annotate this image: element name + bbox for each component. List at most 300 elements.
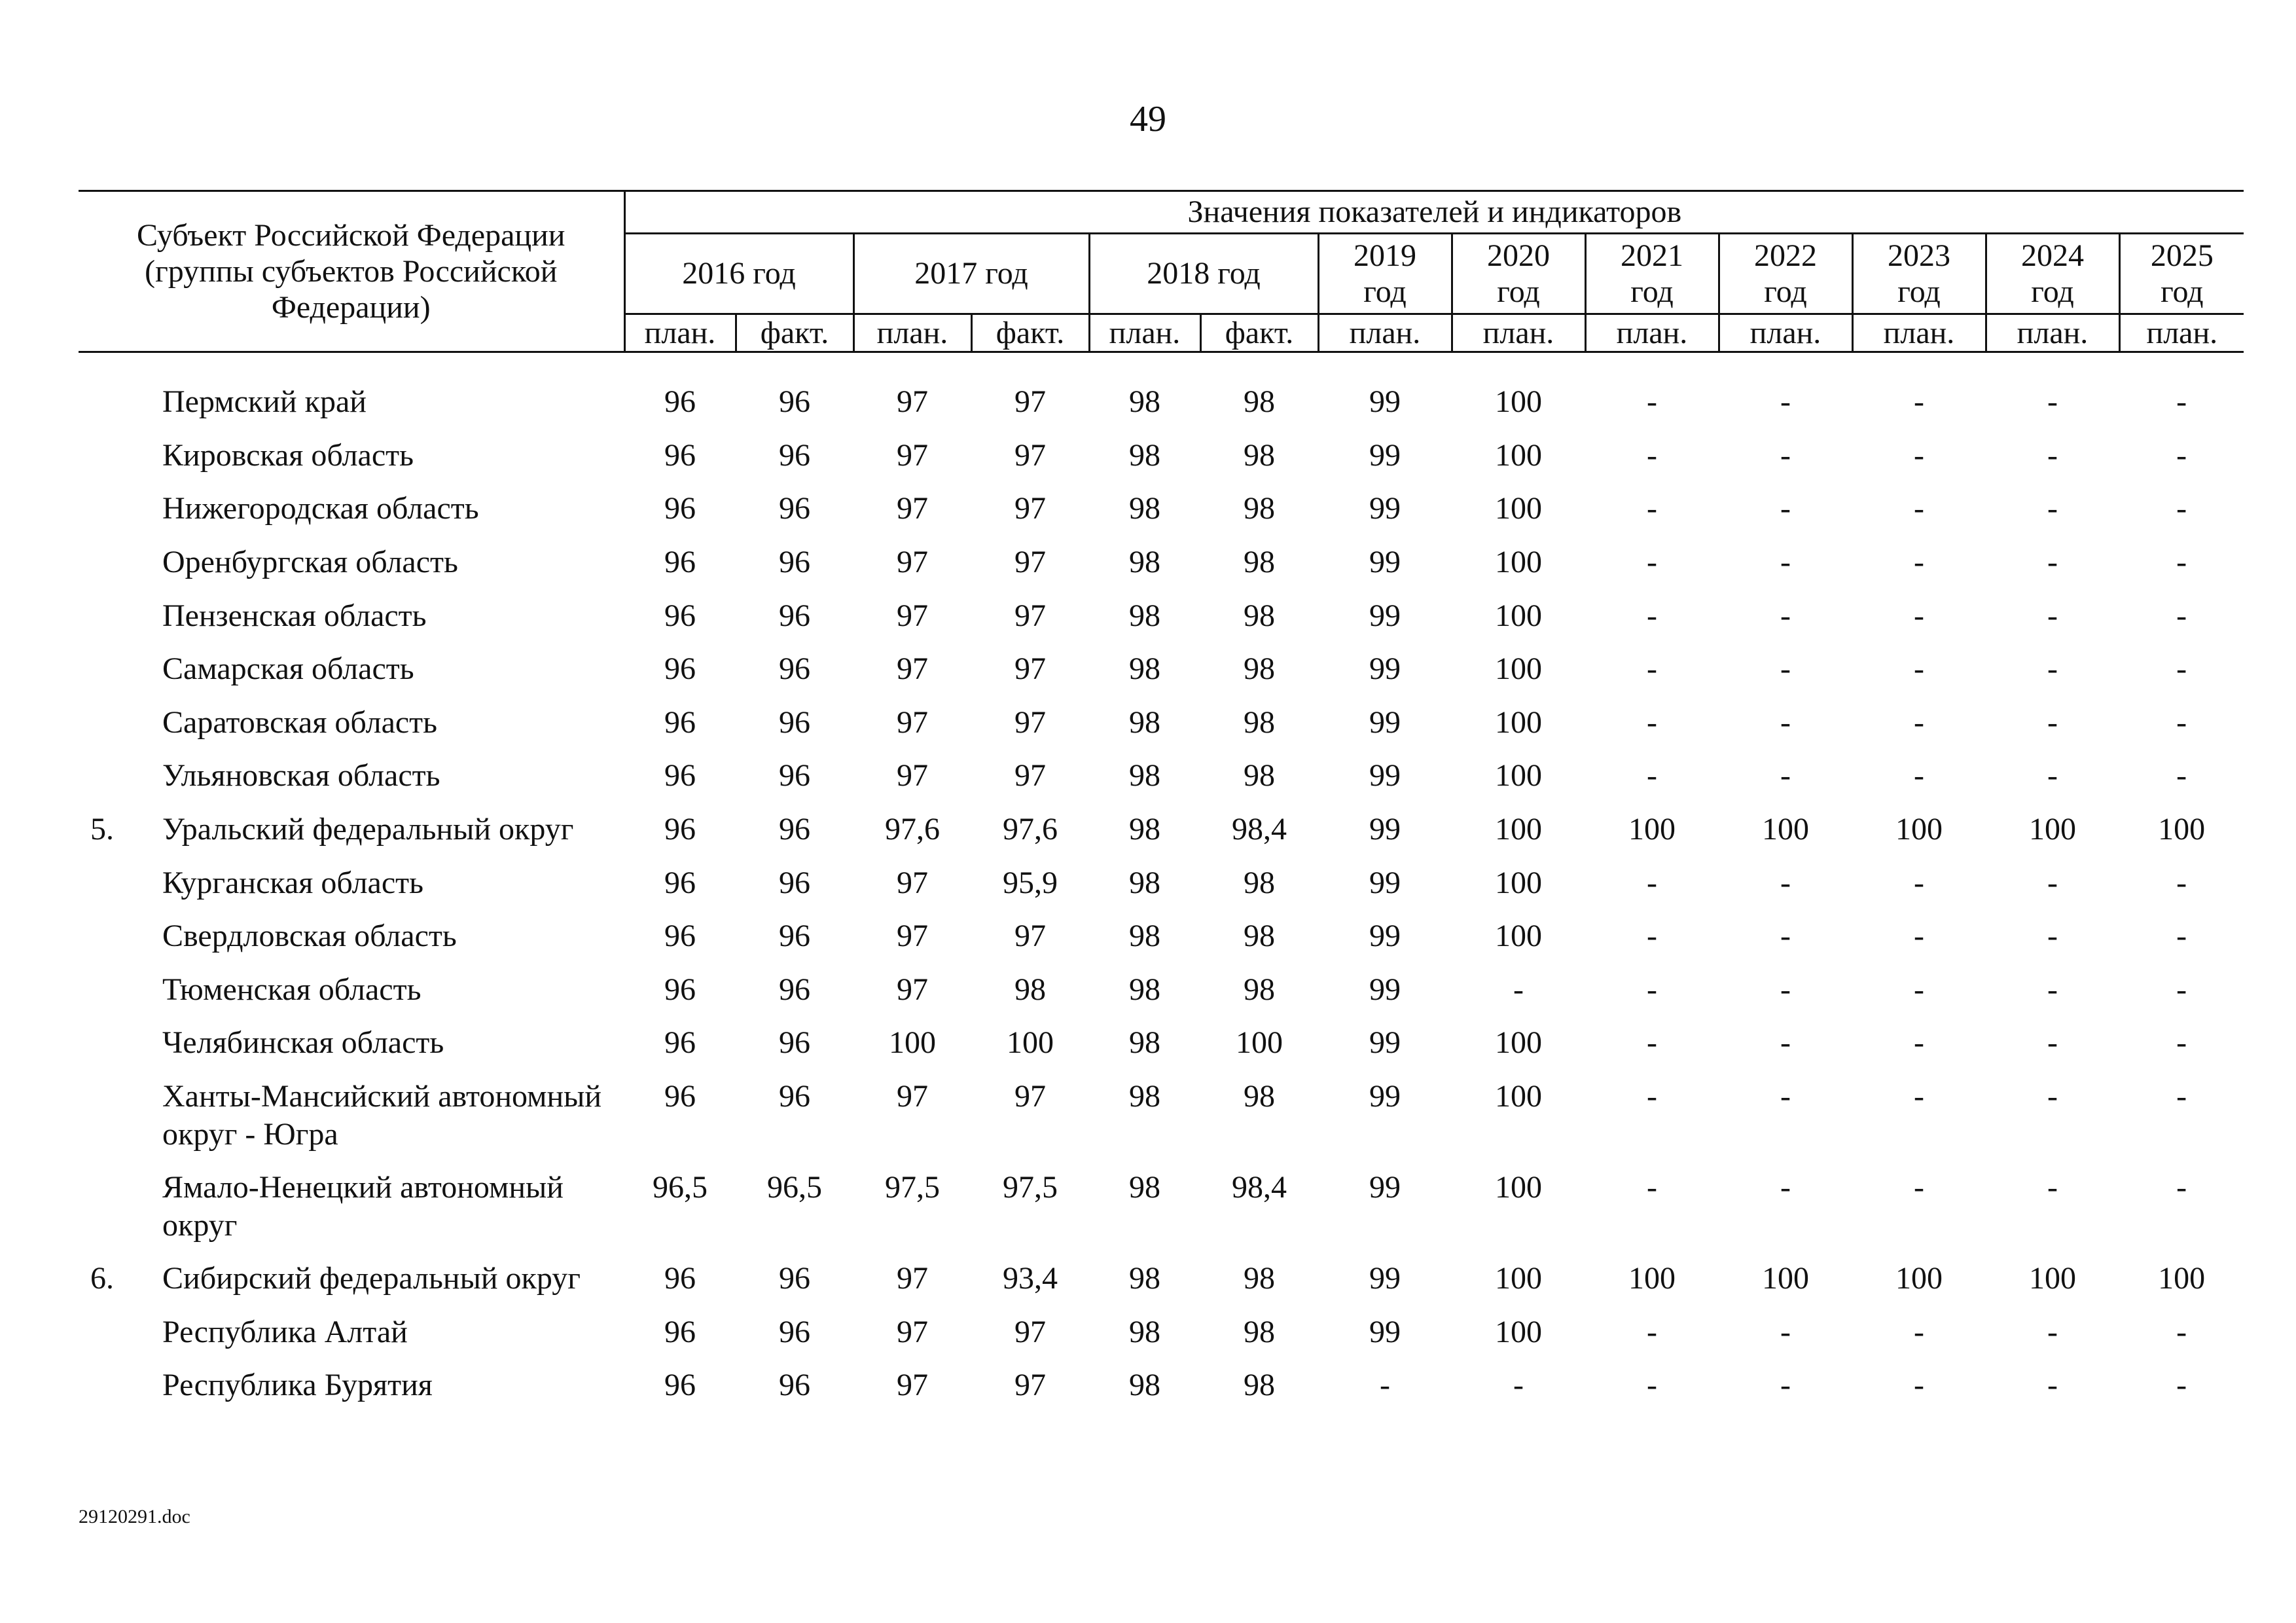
value-cell: -	[2176, 384, 2187, 420]
value-cell: 96	[779, 1261, 810, 1296]
value-cell: 96	[664, 491, 696, 526]
table-row	[79, 1078, 2244, 1169]
value-cell: 98	[1244, 919, 1275, 954]
value-cell: 96	[664, 758, 696, 793]
value-cell: -	[1647, 972, 1657, 1007]
value-cell: 96	[664, 919, 696, 954]
value-cell: 97	[1014, 919, 1046, 954]
value-cell: -	[1914, 1078, 1924, 1114]
value-cell: -	[1914, 919, 1924, 954]
value-cell: -	[1780, 972, 1791, 1007]
value-cell: 97	[897, 437, 928, 473]
value-cell: 100	[2158, 811, 2206, 847]
year-word: год	[1897, 274, 1941, 309]
value-cell: 98	[1244, 651, 1275, 687]
region-name: Республика Алтай	[162, 1314, 408, 1349]
table-row	[79, 650, 2244, 704]
value-cell: 97	[897, 384, 928, 420]
document-id: 29120291.doc	[79, 1506, 190, 1527]
value-cell: 98	[1244, 384, 1275, 420]
table-row	[79, 864, 2244, 918]
value-cell: -	[1780, 598, 1791, 633]
value-cell: -	[1513, 1368, 1524, 1403]
region-name: Ханты-Мансийский автономный округ - Югра	[162, 1078, 602, 1152]
value-cell: 99	[1369, 704, 1401, 740]
value-cell: 93,4	[1003, 1261, 1058, 1296]
value-cell: 97	[1014, 598, 1046, 633]
value-cell: -	[1647, 1170, 1657, 1205]
value-cell: 97	[1014, 544, 1046, 579]
year-header	[1452, 234, 1585, 314]
fact-header: факт.	[1200, 314, 1318, 352]
value-cell: 97,6	[885, 811, 940, 847]
value-cell: 100	[1495, 1261, 1542, 1296]
value-cell: 97	[897, 1314, 928, 1349]
value-cell: 98	[1244, 758, 1275, 793]
year-word: год	[1497, 274, 1540, 309]
value-cell: 100	[1495, 491, 1542, 526]
table-row	[79, 704, 2244, 757]
value-cell: 100	[1495, 544, 1542, 579]
value-cell: 98	[1244, 1368, 1275, 1403]
value-cell: 96	[664, 811, 696, 847]
value-cell: 100	[1495, 865, 1542, 900]
plan-header: план.	[1852, 314, 1986, 352]
year-number: 2021	[1621, 238, 1683, 273]
value-cell: -	[1647, 1078, 1657, 1114]
value-cell: 98	[1129, 704, 1160, 740]
indicator-table	[79, 190, 2244, 1420]
region-name: Нижегородская область	[162, 491, 479, 526]
value-cell: 96	[664, 384, 696, 420]
value-cell: 98	[1244, 598, 1275, 633]
value-cell: 96	[779, 1368, 810, 1403]
region-cell	[79, 1366, 624, 1420]
row-number: 6.	[90, 1261, 114, 1296]
year-word: год	[2161, 274, 2204, 309]
value-cell: 96	[779, 1314, 810, 1349]
value-cell: 98	[1129, 919, 1160, 954]
value-cell: -	[1780, 491, 1791, 526]
indicator-table-wrap	[79, 190, 2244, 1420]
region-cell	[79, 650, 624, 704]
value-cell: 97	[1014, 704, 1046, 740]
value-cell: 100	[1628, 1261, 1676, 1296]
region-cell	[79, 543, 624, 597]
value-cell: 97	[1014, 437, 1046, 473]
region-cell	[79, 757, 624, 811]
value-cell: 98	[1129, 758, 1160, 793]
table-row	[79, 1313, 2244, 1367]
value-cell: 96	[664, 544, 696, 579]
value-cell: 98	[1129, 1025, 1160, 1061]
value-cell: -	[1513, 972, 1524, 1007]
value-cell: -	[1380, 1368, 1390, 1403]
value-cell: 96	[664, 1261, 696, 1296]
value-cell: 96	[664, 598, 696, 633]
value-cell: -	[1780, 1368, 1791, 1403]
value-cell: 96	[779, 544, 810, 579]
value-cell: 98	[1244, 1314, 1275, 1349]
year-header	[1986, 234, 2119, 314]
value-cell: 97	[1014, 1368, 1046, 1403]
value-cell: -	[2176, 651, 2187, 687]
region-name: Курганская область	[162, 865, 424, 900]
value-cell: 100	[2029, 1261, 2076, 1296]
value-cell: 98	[1129, 1314, 1160, 1349]
value-cell: 99	[1369, 972, 1401, 1007]
region-name: Пензенская область	[162, 598, 427, 633]
value-cell: -	[1647, 865, 1657, 900]
region-name: Ульяновская область	[162, 758, 440, 793]
plan-header: план.	[1089, 314, 1200, 352]
value-cell: 96	[779, 598, 810, 633]
value-cell: 96	[664, 437, 696, 473]
value-cell: 97	[1014, 384, 1046, 420]
value-cell: -	[2176, 865, 2187, 900]
value-cell: 97	[897, 972, 928, 1007]
value-cell: 100	[1495, 1025, 1542, 1061]
value-cell: -	[1780, 1170, 1791, 1205]
region-name: Саратовская область	[162, 704, 438, 740]
value-cell: -	[2047, 598, 2058, 633]
value-cell: -	[1647, 384, 1657, 420]
region-cell	[79, 1078, 624, 1169]
value-cell: -	[1914, 1025, 1924, 1061]
value-cell: -	[2047, 1025, 2058, 1061]
region-name: Сибирский федеральный округ	[162, 1261, 581, 1296]
value-cell: 100	[1495, 919, 1542, 954]
value-cell: 99	[1369, 758, 1401, 793]
value-cell: -	[1780, 1025, 1791, 1061]
value-cell: 99	[1369, 1261, 1401, 1296]
region-cell	[79, 1260, 624, 1313]
value-cell: 100	[1495, 1170, 1542, 1205]
table-row	[79, 1024, 2244, 1078]
value-cell: -	[1780, 919, 1791, 954]
region-cell	[79, 917, 624, 971]
value-cell: -	[2047, 1314, 2058, 1349]
value-cell: 100	[1895, 811, 1943, 847]
value-cell: -	[2047, 1078, 2058, 1114]
value-cell: -	[1914, 1368, 1924, 1403]
value-cell: 99	[1369, 1078, 1401, 1114]
value-cell: 98	[1129, 972, 1160, 1007]
table-row	[79, 1366, 2244, 1420]
value-cell: 98	[1129, 1368, 1160, 1403]
value-cell: -	[1914, 598, 1924, 633]
value-cell: 96	[779, 811, 810, 847]
value-cell: 98	[1014, 972, 1046, 1007]
value-cell: -	[1914, 1314, 1924, 1349]
value-cell: -	[2047, 491, 2058, 526]
value-cell: 100	[889, 1025, 936, 1061]
region-name: Уральский федеральный округ	[162, 811, 574, 847]
value-cell: -	[1780, 651, 1791, 687]
value-cell: 96	[664, 1368, 696, 1403]
value-cell: 98	[1244, 972, 1275, 1007]
page-number: 49	[1130, 99, 1166, 139]
value-cell: -	[2176, 491, 2187, 526]
value-cell: 100	[1495, 758, 1542, 793]
value-cell: 98	[1129, 865, 1160, 900]
values-header: Значения показателей и индикаторов	[624, 191, 2244, 234]
value-cell: 98	[1244, 544, 1275, 579]
year-header: 2016 год	[624, 234, 853, 314]
region-name: Свердловская область	[162, 919, 457, 954]
value-cell: 99	[1369, 1314, 1401, 1349]
value-cell: 98	[1244, 437, 1275, 473]
value-cell: 100	[1495, 651, 1542, 687]
value-cell: 100	[1762, 1261, 1809, 1296]
value-cell: -	[2176, 1078, 2187, 1114]
value-cell: -	[1647, 598, 1657, 633]
value-cell: 97	[897, 865, 928, 900]
value-cell: -	[1647, 544, 1657, 579]
value-cell: -	[1914, 491, 1924, 526]
value-cell: 96,5	[653, 1170, 708, 1205]
table-row	[79, 757, 2244, 811]
table-row	[79, 597, 2244, 651]
region-name: Ямало-Ненецкий автономный округ	[162, 1170, 564, 1243]
value-cell: -	[2047, 384, 2058, 420]
value-cell: 100	[1495, 598, 1542, 633]
value-cell: 100	[1628, 811, 1676, 847]
plan-header: план.	[1318, 314, 1452, 352]
value-cell: -	[2047, 544, 2058, 579]
value-cell: -	[1914, 758, 1924, 793]
value-cell: -	[1914, 544, 1924, 579]
region-name: Пермский край	[162, 384, 367, 420]
year-header	[2119, 234, 2244, 314]
value-cell: 97	[1014, 651, 1046, 687]
value-cell: 95,9	[1003, 865, 1058, 900]
region-cell	[79, 1024, 624, 1078]
value-cell: -	[2047, 1368, 2058, 1403]
value-cell: 96	[779, 651, 810, 687]
value-cell: -	[2176, 704, 2187, 740]
value-cell: -	[1780, 544, 1791, 579]
region-name: Тюменская область	[162, 972, 422, 1007]
value-cell: 98,4	[1232, 1170, 1287, 1205]
value-cell: 98	[1129, 437, 1160, 473]
year-number: 2024	[2021, 238, 2084, 273]
fact-header: факт.	[971, 314, 1089, 352]
value-cell: -	[2176, 758, 2187, 793]
value-cell: 99	[1369, 384, 1401, 420]
value-cell: -	[2176, 919, 2187, 954]
value-cell: 97	[897, 1368, 928, 1403]
value-cell: 100	[1495, 1314, 1542, 1349]
value-cell: 97,5	[1003, 1170, 1058, 1205]
value-cell: -	[1647, 437, 1657, 473]
subject-column-header: Субъект Российской Федерации (группы субъектов Российской Федерации)	[79, 191, 624, 352]
value-cell: -	[1647, 491, 1657, 526]
value-cell: 97	[897, 1078, 928, 1114]
value-cell: -	[1780, 704, 1791, 740]
value-cell: 96	[779, 491, 810, 526]
plan-header: план.	[1719, 314, 1852, 352]
value-cell: 99	[1369, 491, 1401, 526]
region-cell	[79, 971, 624, 1025]
value-cell: -	[2176, 1314, 2187, 1349]
year-number: 2022	[1754, 238, 1817, 273]
value-cell: 100	[1236, 1025, 1283, 1061]
value-cell: 97,5	[885, 1170, 940, 1205]
value-cell: 96	[779, 865, 810, 900]
value-cell: 97	[897, 651, 928, 687]
value-cell: 99	[1369, 651, 1401, 687]
value-cell: 100	[1495, 704, 1542, 740]
value-cell: 98	[1244, 1261, 1275, 1296]
value-cell: -	[1780, 437, 1791, 473]
value-cell: 100	[2029, 811, 2076, 847]
value-cell: 98	[1129, 1170, 1160, 1205]
value-cell: 96	[664, 1314, 696, 1349]
value-cell: 97	[1014, 1314, 1046, 1349]
table-row	[79, 383, 2244, 437]
value-cell: -	[1914, 437, 1924, 473]
value-cell: -	[1780, 865, 1791, 900]
region-cell	[79, 704, 624, 757]
value-cell: -	[2047, 758, 2058, 793]
value-cell: -	[1914, 384, 1924, 420]
value-cell: 98	[1244, 704, 1275, 740]
value-cell: -	[2047, 437, 2058, 473]
value-cell: 98	[1129, 1078, 1160, 1114]
region-cell	[79, 597, 624, 651]
value-cell: 98	[1129, 544, 1160, 579]
row-number: 5.	[90, 811, 114, 847]
value-cell: 99	[1369, 811, 1401, 847]
value-cell: -	[2176, 1025, 2187, 1061]
year-header: 2018 год	[1089, 234, 1318, 314]
value-cell: -	[2047, 865, 2058, 900]
table-row	[79, 971, 2244, 1025]
value-cell: -	[2176, 1368, 2187, 1403]
table-row	[79, 811, 2244, 864]
region-name: Республика Бурятия	[162, 1368, 433, 1403]
value-cell: -	[1647, 1368, 1657, 1403]
value-cell: 96	[779, 1025, 810, 1061]
year-number: 2025	[2150, 238, 2214, 273]
value-cell: 96	[664, 704, 696, 740]
year-header: 2017 год	[853, 234, 1089, 314]
table-row	[79, 1169, 2244, 1260]
value-cell: 97	[1014, 491, 1046, 526]
value-cell: -	[1647, 1025, 1657, 1061]
value-cell: -	[1780, 384, 1791, 420]
value-cell: 97,6	[1003, 811, 1058, 847]
plan-header: план.	[624, 314, 736, 352]
value-cell: 98	[1244, 1078, 1275, 1114]
region-cell	[79, 383, 624, 437]
value-cell: 97	[897, 704, 928, 740]
value-cell: 99	[1369, 544, 1401, 579]
region-name: Оренбургская область	[162, 544, 458, 579]
value-cell: 98	[1129, 651, 1160, 687]
value-cell: 100	[2158, 1261, 2206, 1296]
value-cell: 97	[897, 1261, 928, 1296]
value-cell: 97	[897, 598, 928, 633]
value-cell: 100	[1762, 811, 1809, 847]
region-cell	[79, 864, 624, 918]
plan-header: план.	[1452, 314, 1585, 352]
value-cell: 100	[1007, 1025, 1054, 1061]
value-cell: -	[2047, 919, 2058, 954]
value-cell: 99	[1369, 919, 1401, 954]
value-cell: 100	[1495, 437, 1542, 473]
value-cell: -	[1647, 704, 1657, 740]
value-cell: -	[2047, 651, 2058, 687]
value-cell: 96	[779, 1078, 810, 1114]
year-header	[1852, 234, 1986, 314]
value-cell: 98	[1244, 865, 1275, 900]
value-cell: 96	[779, 758, 810, 793]
year-word: год	[2031, 274, 2074, 309]
year-word: год	[1363, 274, 1407, 309]
value-cell: 99	[1369, 865, 1401, 900]
value-cell: -	[2047, 1170, 2058, 1205]
region-name: Самарская область	[162, 651, 414, 687]
year-header	[1719, 234, 1852, 314]
value-cell: -	[1914, 651, 1924, 687]
value-cell: 98	[1129, 491, 1160, 526]
year-number: 2019	[1354, 238, 1416, 273]
year-header	[1585, 234, 1719, 314]
region-cell	[79, 490, 624, 543]
table-row	[79, 490, 2244, 543]
value-cell: 98	[1129, 811, 1160, 847]
value-cell: 96	[779, 972, 810, 1007]
region-cell	[79, 1169, 624, 1260]
value-cell: 97	[1014, 1078, 1046, 1114]
value-cell: -	[1647, 758, 1657, 793]
value-cell: -	[1914, 972, 1924, 1007]
value-cell: -	[2047, 704, 2058, 740]
value-cell: -	[1914, 704, 1924, 740]
value-cell: -	[1914, 1170, 1924, 1205]
fact-header: факт.	[736, 314, 853, 352]
value-cell: 96,5	[767, 1170, 822, 1205]
value-cell: 96	[664, 1078, 696, 1114]
value-cell: 98	[1129, 1261, 1160, 1296]
value-cell: 99	[1369, 437, 1401, 473]
value-cell: -	[1780, 758, 1791, 793]
value-cell: 96	[779, 919, 810, 954]
value-cell: 98,4	[1232, 811, 1287, 847]
value-cell: 96	[779, 704, 810, 740]
year-number: 2020	[1487, 238, 1550, 273]
region-cell	[79, 1313, 624, 1367]
value-cell: 100	[1895, 1261, 1943, 1296]
value-cell: 96	[664, 1025, 696, 1061]
region-name: Кировская область	[162, 437, 414, 473]
value-cell: -	[1647, 1314, 1657, 1349]
value-cell: -	[1647, 651, 1657, 687]
value-cell: 96	[664, 865, 696, 900]
value-cell: -	[2176, 1170, 2187, 1205]
value-cell: 98	[1244, 491, 1275, 526]
value-cell: 96	[779, 384, 810, 420]
value-cell: 97	[897, 758, 928, 793]
table-row	[79, 917, 2244, 971]
value-cell: 97	[1014, 758, 1046, 793]
value-cell: -	[2176, 437, 2187, 473]
value-cell: -	[2176, 598, 2187, 633]
plan-header: план.	[1585, 314, 1719, 352]
value-cell: -	[1914, 865, 1924, 900]
